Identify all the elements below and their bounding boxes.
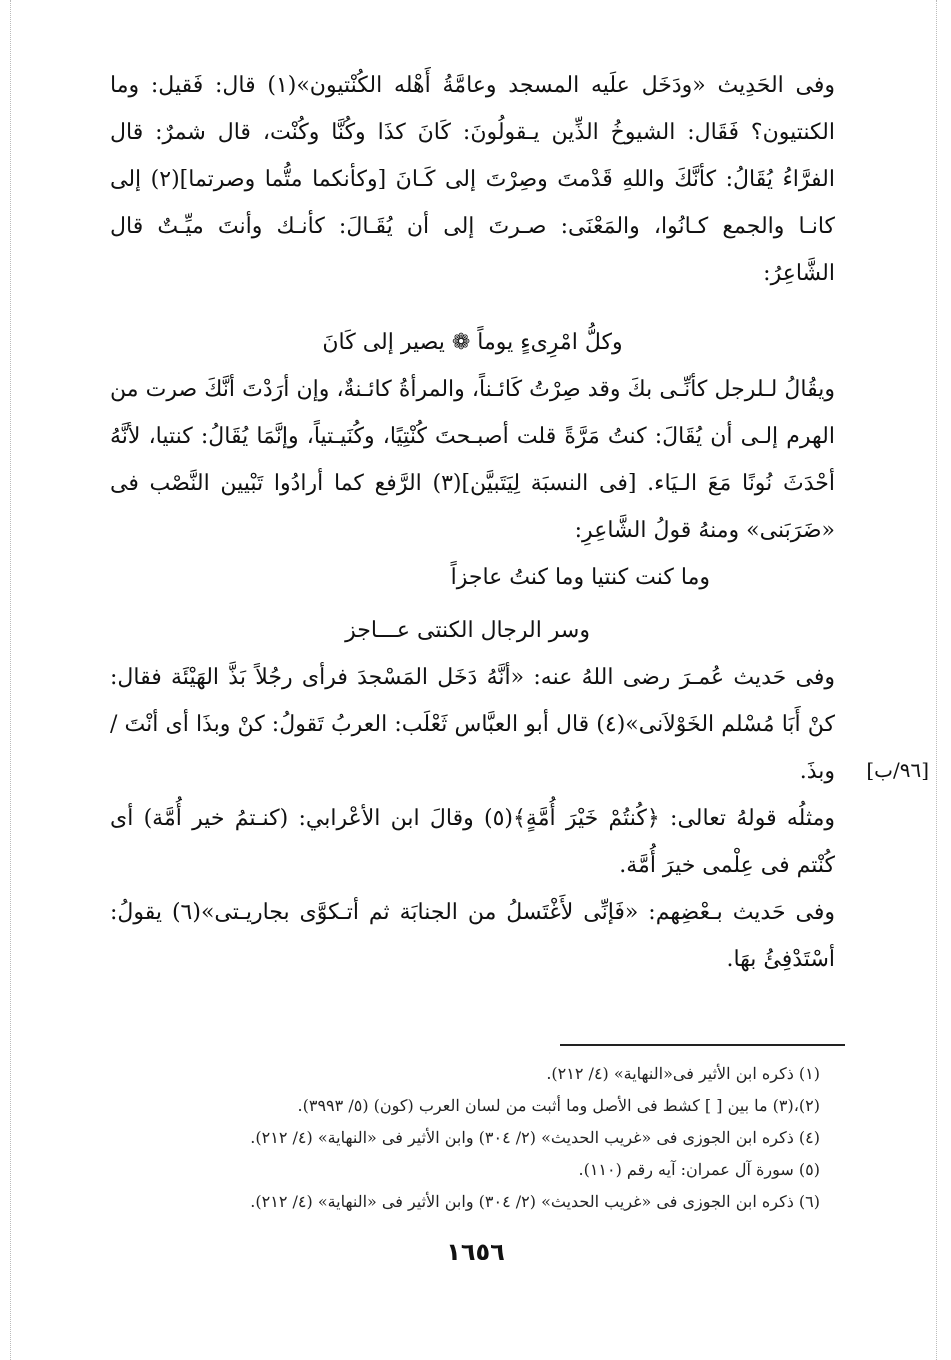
page-number: ١٦٥٦	[446, 1238, 505, 1266]
footnote: (١) ذكره ابن الأثير فى«النهاية» (٤/ ٢١٢).	[546, 1064, 820, 1083]
footnote: (٦) ذكره ابن الجوزى فى «غريب الحديث» (٢/ ٣٠٤) وابن الأثير فى «النهاية» (٤/ ٢١٢).	[250, 1192, 820, 1211]
paragraph-quran: ومثلُه قولهُ تعالى: ﴿كُنتُمْ خَيْرَ أُمَّةٍ﴾(٥) وقالَ ابن الأعْرابي: (كنـتمُ خير أُمَّة) أى كُنْتم فى عِلْمى خيرَ أُمَّة.	[110, 806, 835, 878]
paragraph-kuntiyun: وفى الحَدِيث «ودَخَل علَيه المسجد وعامَّةُ أَهْله الكُنْتيون»(١) قال: فَقيل: وما الكنتيون؟ فَقَال: الشيوخُ الذِّين يـقولُونَ: كَانَ كذَا وكُنَّا وكُنْت، قال شمرٌ: قال الفرَّاءُ يُقَالُ: كأنَّكَ واللهِ قَدْمتَ وصِرْتَ إلى كَـانَ [وكأنكما متُّما وصرتما](٢) إلى كانـا والجمع كـانُوا، والمَعْنَى: صـرتَ إلى أن يُقَـالَ: كأنـك وأنتَ ميِّـتٌ قال الشَّاعِرُ:	[110, 73, 836, 286]
paragraph-janabah: وفى حَديث بـعْضِهم: «فَإنِّى لأَغْتَسلُ من الجنابَة ثم أتـكوَّى بجاريـتى»(٦) يقولُ: أسْتَدْفِئُ بهَا.	[110, 900, 835, 972]
verse-line: وسر الرجال الكنتى عـــاجز	[345, 618, 590, 643]
footnotes	[140, 1058, 820, 1218]
footnote: (٢)،(٣) ما بين [ ] كشط فى الأصل وما أثبت من لسان العرب (كون) (٥/ ٣٩٩٣).	[297, 1096, 820, 1115]
footnote: (٤) ذكره ابن الجوزى فى «غريب الحديث» (٢/ ٣٠٤) وابن الأثير فى «النهاية» (٤/ ٢١٢).	[250, 1128, 820, 1147]
main-text	[110, 62, 835, 983]
verse-line: وكلُّ امْرِىءٍ يوماً ❁ يصير إلى كَانَ	[322, 330, 623, 355]
footnote-divider	[560, 1044, 845, 1046]
paragraph-kainan: ويقُالُ لـلرجل كأنِّـى بكَ وقد صِرْتُ كَائـناً، والمرأةُ كائـنةٌ، وإن أرَدْتَ أنَّكَ صرت من الهرم إلـى أن يُقَالَ: كنتُ مَرَّةً قلت أصبـحتَ كُنْتِيًا، وكُنَيـتياً، وإنَّمَا يُقَالُ: كنتيا، لأنَّهُ أحْدَثَ نُونًا مَعَ الـيَاء. [فى النسبَة لِيَتَبيَّن](٣) الرَّفع كما أرادُوا تَبْيين النَّصْب فى «ضَرَبَنى» ومنهُ قولُ الشَّاعِرِ:	[110, 377, 835, 543]
manuscript-folio-note: [٩٦/ب]	[866, 758, 929, 782]
paragraph-umar: وفى حَديث عُمـرَ رضى اللهُ عنه: «أنَّهُ دَخَل المَسْجدَ فرأى رجُلاً بَذَّ الهَيْئَة فقال: كنْ أَبَا مُسْلم الخَوْلاَنى»(٤) قال أبو العبَّاس ثَعْلَب: العربُ تَقولُ: كنْ وبذَا أى أنْتَ / وبذَ.	[110, 665, 835, 784]
verse-line: وما كنت كنتيا وما كنتُ عاجزاً	[450, 565, 710, 590]
footnote: (٥) سورة آل عمران: آيه رقم (١١٠).	[578, 1160, 820, 1179]
